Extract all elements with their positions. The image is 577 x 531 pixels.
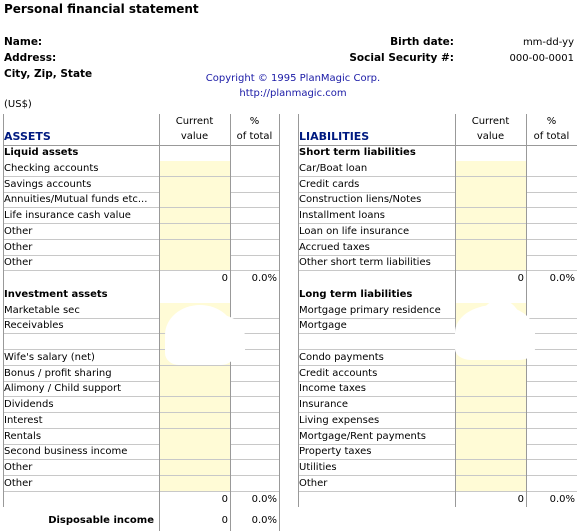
assets-col-pct: % [249,116,260,127]
liabilities-short-item-label: Other short term liabilities [298,255,456,271]
assets-invest-item-pct [230,476,279,492]
liabilities-long-item-pct [526,429,577,445]
assets-invest-item-label: Other [3,476,160,492]
liabilities-long-total-pct: 0.0% [549,493,575,505]
disposable-income-label: Disposable income [48,515,154,526]
liabilities-short-total-pct: 0.0% [549,273,575,284]
liabilities-long-item-pct [526,397,577,413]
assets-liquid-header: Liquid assets [4,147,79,158]
liabilities-long-item-label: Property taxes [298,444,456,460]
liabilities-column-divider [526,114,527,507]
liabilities-long-item-label: Mortgage [298,318,456,334]
liabilities-short-item-label: Loan on life insurance [298,224,456,240]
assets-liquid-item-label: Other [3,255,160,271]
assets-invest-header: Investment assets [4,288,108,300]
assets-invest-item-pct [230,429,279,445]
liabilities-long-item-value[interactable] [455,460,526,476]
liabilities-short-item-pct [526,240,577,256]
assets-invest-item-value[interactable] [159,381,230,397]
assets-right-border [279,114,280,507]
liabilities-short-item-value[interactable] [455,240,526,256]
liabilities-long-item-value[interactable] [455,381,526,397]
liabilities-long-item-label: Condo payments [298,350,456,366]
assets-col-of-total: of total [236,131,273,142]
assets-liquid-item-pct [230,208,279,224]
watermark-blob [480,300,520,340]
assets-liquid-item-label: Annuities/Mutual funds etc... [3,192,160,208]
liabilities-long-item-value[interactable] [455,397,526,413]
assets-liquid-item-label: Life insurance cash value [3,208,160,224]
liabilities-short-item-label: Installment loans [298,208,456,224]
liabilities-long-total-value: 0 [517,493,524,505]
liabilities-long-item-label: Mortgage primary residence [298,303,456,319]
liabilities-long-item-value[interactable] [455,366,526,382]
liabilities-header-rule [298,145,577,146]
currency-label: (US$) [4,99,32,110]
ssn-value[interactable]: 000-00-0001 [509,53,574,64]
liabilities-long-item-label: Income taxes [298,381,456,397]
assets-invest-item-value[interactable] [159,397,230,413]
website-link[interactable]: http://planmagic.com [239,88,347,99]
assets-invest-item-label: Rentals [3,429,160,445]
assets-liquid-item-pct [230,177,279,193]
assets-liquid-total-value: 0 [221,273,228,284]
liabilities-short-item-pct [526,255,577,271]
assets-invest-item-label: Interest [3,413,160,429]
assets-invest-item-label [3,334,160,350]
liabilities-short-total-value: 0 [517,273,524,284]
assets-invest-item-value[interactable] [159,460,230,476]
liabilities-short-item-label: Credit cards [298,177,456,193]
assets-invest-item-value[interactable] [159,429,230,445]
liabilities-col-value: value [476,131,505,142]
liabilities-long-item-label: Other [298,476,456,492]
assets-liquid-item-value[interactable] [159,240,230,256]
liabilities-long-item-pct [526,366,577,382]
liabilities-long-item-pct [526,476,577,492]
assets-invest-item-pct [230,444,279,460]
liabilities-long-item-value[interactable] [455,413,526,429]
liabilities-short-item-value[interactable] [455,177,526,193]
page-title: Personal financial statement [4,2,199,16]
disposable-divider [279,506,280,531]
liabilities-short-item-value[interactable] [455,192,526,208]
assets-invest-item-label: Other [3,460,160,476]
liabilities-short-item-value[interactable] [455,208,526,224]
assets-liquid-item-pct [230,192,279,208]
liabilities-short-item-value[interactable] [455,255,526,271]
liabilities-col-current: Current [471,116,510,127]
assets-title: ASSETS [4,130,51,143]
assets-liquid-item-value[interactable] [159,192,230,208]
liabilities-title: LIABILITIES [299,130,370,143]
assets-invest-item-pct [230,460,279,476]
liabilities-long-item-label: Living expenses [298,413,456,429]
liabilities-short-item-label: Car/Boat loan [298,161,456,177]
disposable-divider [159,506,160,531]
assets-invest-total-pct: 0.0% [251,493,277,505]
assets-liquid-item-label: Other [3,224,160,240]
assets-header-rule [3,145,279,146]
watermark-blob [195,315,245,360]
liabilities-long-item-value[interactable] [455,444,526,460]
liabilities-short-item-value[interactable] [455,161,526,177]
liabilities-long-item-label: Utilities [298,460,456,476]
assets-invest-item-label: Marketable sec [3,303,160,319]
assets-column-divider [159,114,160,507]
assets-invest-item-label: Dividends [3,397,160,413]
liabilities-long-header: Long term liabilities [299,288,413,300]
assets-liquid-item-label: Checking accounts [3,161,160,177]
assets-liquid-item-pct [230,255,279,271]
assets-invest-item-pct [230,366,279,382]
liabilities-long-item-label: Insurance [298,397,456,413]
liabilities-short-item-pct [526,177,577,193]
assets-invest-item-label: Alimony / Child support [3,381,160,397]
assets-invest-item-label: Receivables [3,318,160,334]
assets-invest-item-pct [230,381,279,397]
assets-liquid-item-pct [230,161,279,177]
liabilities-long-item-pct [526,303,577,319]
liabilities-long-item-label: Mortgage/Rent payments [298,429,456,445]
liabilities-short-item-pct [526,224,577,240]
liabilities-short-item-label: Construction liens/Notes [298,192,456,208]
assets-liquid-item-pct [230,224,279,240]
disposable-divider [230,506,231,531]
liabilities-long-item-label [298,334,456,350]
assets-invest-item-pct [230,413,279,429]
assets-liquid-item-label: Savings accounts [3,177,160,193]
liabilities-short-item-label: Accrued taxes [298,240,456,256]
assets-liquid-item-value[interactable] [159,177,230,193]
liabilities-long-item-pct [526,460,577,476]
copyright-text: Copyright © 1995 PlanMagic Corp. [205,73,381,84]
ssn-label: Social Security #: [349,52,454,64]
assets-col-current: Current [175,116,214,127]
liabilities-col-pct: % [546,116,557,127]
assets-liquid-item-value[interactable] [159,255,230,271]
birth-date-value[interactable]: mm-dd-yy [522,37,574,48]
assets-invest-total-value: 0 [221,493,228,505]
assets-col-value: value [180,131,209,142]
liabilities-short-item-pct [526,161,577,177]
assets-liquid-item-label: Other [3,240,160,256]
assets-invest-item-label: Wife's salary (net) [3,350,160,366]
liabilities-short-header: Short term liabilities [299,147,416,158]
assets-invest-item-value[interactable] [159,413,230,429]
assets-invest-item-value[interactable] [159,444,230,460]
disposable-income-pct: 0.0% [251,515,277,526]
assets-invest-item-pct [230,303,279,319]
assets-liquid-item-pct [230,240,279,256]
liabilities-short-item-value[interactable] [455,224,526,240]
assets-liquid-item-value[interactable] [159,161,230,177]
assets-invest-item-value[interactable] [159,366,230,382]
address-label: Address: [4,52,57,64]
assets-liquid-item-value[interactable] [159,224,230,240]
liabilities-long-item-label: Credit accounts [298,366,456,382]
liabilities-col-of-total: of total [533,131,570,142]
birth-date-label: Birth date: [390,36,454,48]
name-label: Name: [4,36,43,48]
liabilities-short-item-pct [526,208,577,224]
assets-invest-item-value[interactable] [159,476,230,492]
assets-liquid-total-pct: 0.0% [251,273,277,284]
city-zip-state-label: City, Zip, State [4,68,93,80]
liabilities-long-item-pct [526,381,577,397]
liabilities-column-divider [455,114,456,507]
liabilities-long-item-value[interactable] [455,429,526,445]
liabilities-left-border [298,114,299,507]
liabilities-short-item-pct [526,192,577,208]
assets-left-border [3,114,4,507]
assets-liquid-item-value[interactable] [159,208,230,224]
liabilities-long-item-pct [526,413,577,429]
liabilities-long-item-pct [526,444,577,460]
assets-invest-item-label: Second business income [3,444,160,460]
liabilities-long-item-value[interactable] [455,476,526,492]
assets-invest-item-pct [230,397,279,413]
assets-invest-item-label: Bonus / profit sharing [3,366,160,382]
disposable-income-value: 0 [221,515,228,526]
assets-column-divider [230,114,231,507]
